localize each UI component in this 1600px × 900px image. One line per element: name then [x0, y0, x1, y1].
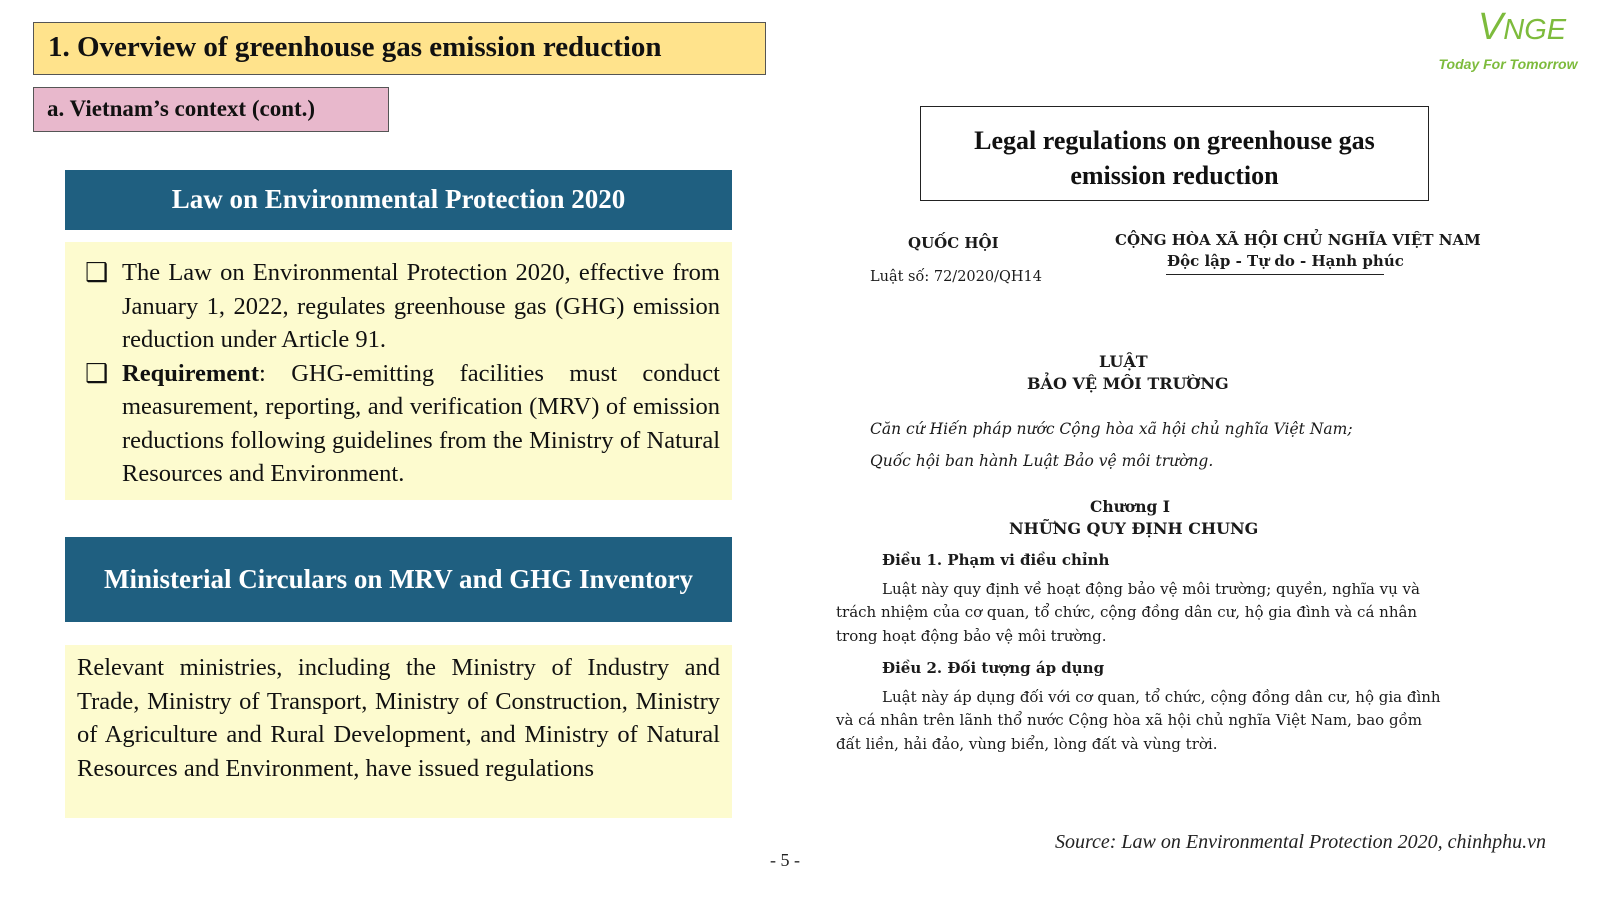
- doc-article2-line: đất liền, hải đảo, vùng biển, lòng đất và vùng trời.: [836, 735, 1218, 753]
- logo-v: V: [1477, 6, 1504, 48]
- doc-title-line2: emission reduction: [1070, 161, 1279, 190]
- logo-tagline: Today For Tomorrow: [1438, 56, 1578, 72]
- law-heading: Law on Environmental Protection 2020: [171, 184, 626, 214]
- doc-law-name: BẢO VỆ MÔI TRƯỜNG: [1027, 374, 1229, 393]
- doc-article2-line: Luật này áp dụng đối với cơ quan, tổ chức, cộng đồng dân cư, hộ gia đình: [882, 688, 1441, 706]
- doc-issuer: QUỐC HỘI: [908, 234, 999, 252]
- slide-title: [33, 22, 766, 75]
- doc-motto: Độc lập - Tự do - Hạnh phúc: [1167, 252, 1404, 270]
- bullet-item: [85, 256, 720, 357]
- bullet-strong: Requirement: [122, 359, 259, 387]
- logo-rest: NGE: [1503, 14, 1567, 46]
- doc-law-word: LUẬT: [1099, 352, 1148, 371]
- circulars-panel: [65, 645, 732, 818]
- doc-article2-line: và cá nhân trên lãnh thổ nước Cộng hòa xã hội chủ nghĩa Việt Nam, bao gồm: [836, 711, 1422, 729]
- doc-preamble-1: Căn cứ Hiến pháp nước Cộng hòa xã hội chủ nghĩa Việt Nam;: [870, 420, 1353, 438]
- source-citation: Source: Law on Environmental Protection 2020, chinhphu.vn: [1054, 831, 1546, 853]
- doc-preamble-2: Quốc hội ban hành Luật Bảo vệ môi trường.: [870, 452, 1214, 470]
- motto-underline: [1166, 274, 1384, 275]
- page-number: - 5 -: [770, 850, 800, 870]
- bullet-item: [85, 357, 720, 491]
- slide-title-text: 1. Overview of greenhouse gas emission reduction: [48, 31, 662, 63]
- circulars-heading: Ministerial Circulars on MRV and GHG Inventory: [103, 564, 694, 594]
- bullet-text: : GHG-emitting facilities must conduct measurement, reporting, and verification (MRV) of emission reductions following guidelines from the Ministry of Natural Resources and Environment.: [122, 359, 720, 487]
- law-document-scan: [780, 214, 1480, 774]
- doc-chapter: Chương I: [1090, 497, 1170, 516]
- doc-title-line1: Legal regulations on greenhouse gas: [974, 126, 1375, 155]
- circulars-paragraph: Relevant ministries, including the Ministry of Industry and Trade, Ministry of Transport, Ministry of Construction, Ministry of Agriculture and Rural Development, and Ministry of Natural Resources and Environment, have issued regulations: [77, 654, 720, 782]
- vnge-logo: [1448, 6, 1596, 49]
- doc-article1-title: Điều 1. Phạm vi điều chỉnh: [882, 551, 1110, 569]
- doc-republic: CỘNG HÒA XÃ HỘI CHỦ NGHĨA VIỆT NAM: [1115, 231, 1481, 249]
- doc-law-number: Luật số: 72/2020/QH14: [870, 269, 1042, 285]
- legal-regulations-title: [920, 106, 1429, 201]
- circulars-heading-band: [65, 537, 732, 622]
- checkbox-icon: ❑: [85, 258, 109, 287]
- doc-article1-line: trong hoạt động bảo vệ môi trường.: [836, 627, 1107, 645]
- checkbox-icon: ❑: [85, 358, 109, 388]
- law-panel: [65, 242, 732, 500]
- doc-article2-title: Điều 2. Đối tượng áp dụng: [882, 659, 1105, 677]
- slide-subtitle-text: a. Vietnam’s context (cont.): [47, 96, 316, 121]
- doc-article1-line: Luật này quy định về hoạt động bảo vệ môi trường; quyền, nghĩa vụ và: [882, 580, 1420, 598]
- doc-article1-line: trách nhiệm của cơ quan, tổ chức, cộng đồng dân cư, hộ gia đình và cá nhân: [836, 603, 1418, 621]
- law-heading-band: [65, 170, 732, 230]
- bullet-text: The Law on Environmental Protection 2020, effective from January 1, 2022, regulates greenhouse gas (GHG) emission reduction under Article 91.: [122, 259, 720, 353]
- doc-chapter-title: NHỮNG QUY ĐỊNH CHUNG: [1009, 519, 1259, 538]
- slide-subtitle: [33, 87, 389, 132]
